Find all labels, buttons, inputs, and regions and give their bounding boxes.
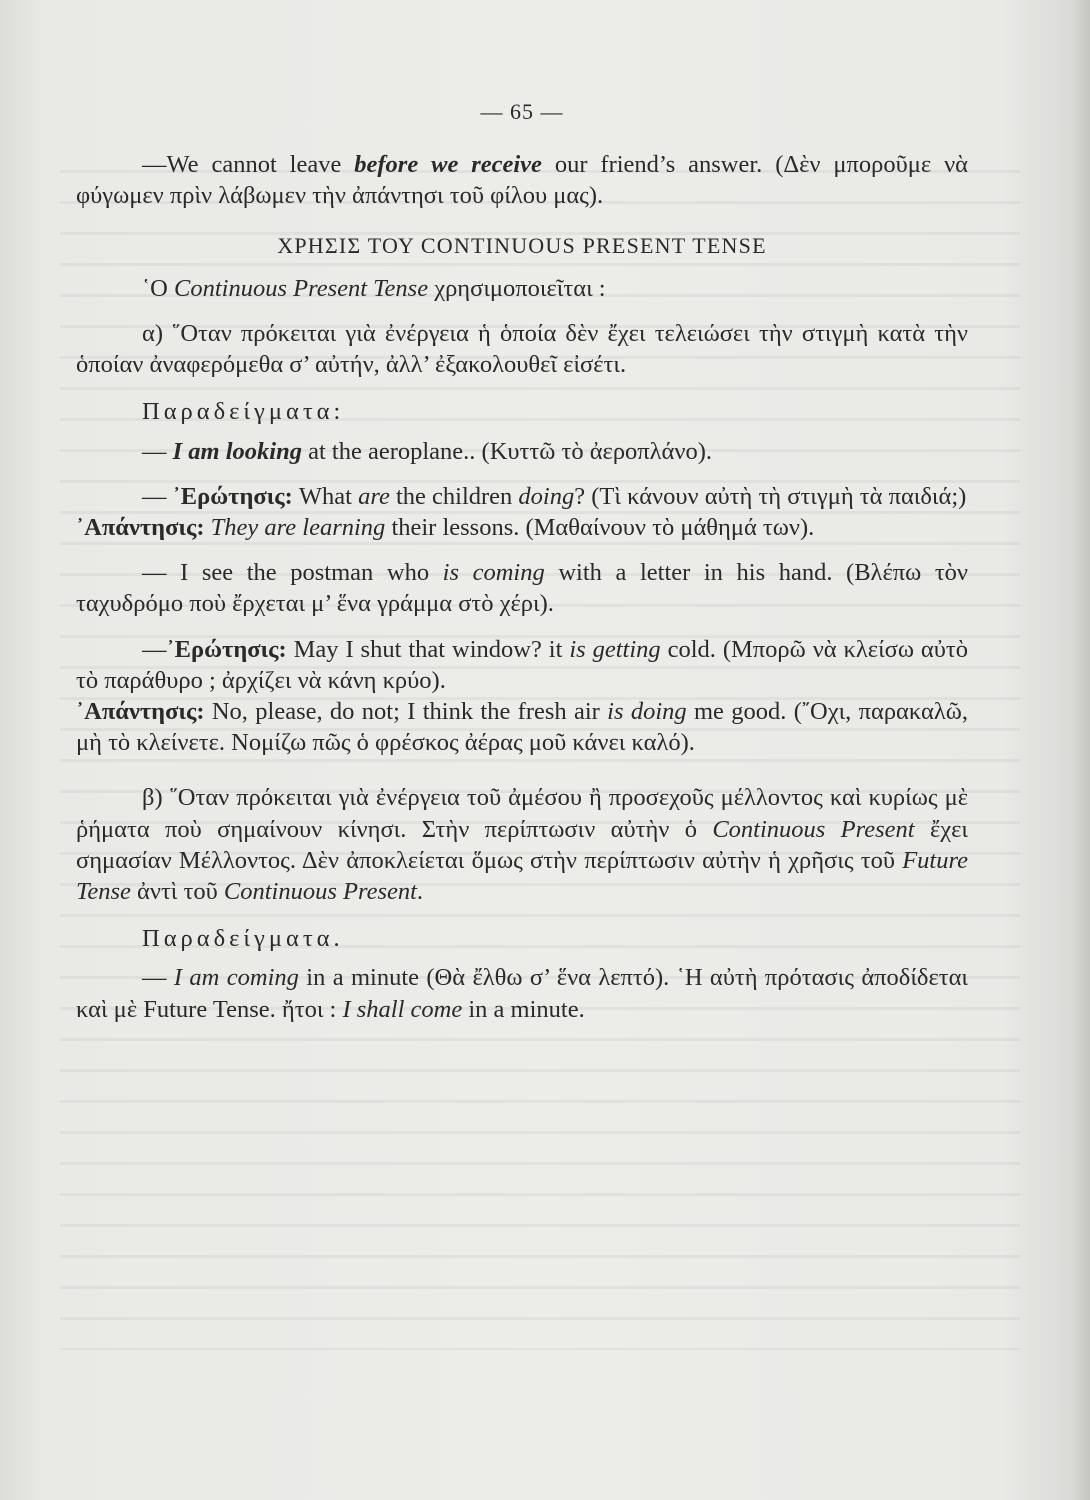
label-bold: ᾽Ερώτησις: [172, 482, 293, 510]
text-run: May I shut that window? it [286, 635, 570, 663]
text-run: the children [389, 482, 519, 510]
emphasis: is doing [607, 698, 687, 726]
text-run: in a minute (Θὰ ἔλθω σ’ ἕνα λεπτό). ῾Η αὐτὴ πρότασις ἀποδίδεται καὶ μὲ Future Tense. ἤτοι : [76, 964, 969, 1023]
text-run: — [142, 482, 173, 510]
page-text [76, 96, 968, 1025]
page-edge-shadow [1070, 0, 1090, 1500]
emphasis: before we receive [354, 151, 542, 179]
example-answer-window [76, 696, 968, 758]
text-run: in a minute. [462, 995, 585, 1023]
text-run: their lessons. (Μαθαίνουν τὸ μάθημά των). [385, 514, 815, 542]
emphasis: Continuous Present [712, 815, 915, 843]
example-answer-children [76, 512, 968, 543]
example-sentence-before [76, 149, 968, 211]
text-run: — [142, 964, 174, 992]
text-run: me good. (῎Οχι, παρακαλῶ, μὴ τὸ κλείνετε. Νομίζω πῶς ὁ φρέσκος ἀέρας μοῦ κάνει καλό). [76, 698, 968, 757]
label-bold: ᾽Απάντησις: [76, 514, 205, 542]
text-run: ῾Ο [142, 274, 174, 302]
emphasis: Continuous Present Tense [173, 274, 429, 302]
text-run: No, please, do not; I think the fresh air [204, 698, 608, 726]
emphasis: I am looking [172, 437, 302, 465]
text-run: with a letter in his hand. (Βλέπω τὸν ταχυδρόμο ποὺ ἔρχεται μ’ ἕνα γράμμα στὸ χέρι). [76, 559, 968, 618]
example-question-children [76, 481, 968, 512]
text-run: — [142, 635, 167, 663]
examples-heading-1: Παραδείγματα: [142, 398, 345, 426]
text-run: ἔχει σημασίαν Μέλλοντος. Δὲν ἀποκλείεται ὅμως στὴν περίπτωσιν αὐτὴν ἡ χρῆσις τοῦ [76, 815, 969, 874]
example-postman [76, 557, 968, 619]
emphasis: Future Tense [76, 846, 968, 906]
text-run: cold. (Μπορῶ νὰ κλείσω αὐτὸ τὸ παράθυρο ; ἀρχίζει νὰ κάνη κρύο). [76, 635, 968, 694]
emphasis: doing [518, 482, 575, 510]
emphasis: are [358, 482, 390, 510]
emphasis: I shall come [342, 995, 463, 1023]
example-looking [76, 436, 968, 467]
emphasis: I am coming [173, 964, 299, 992]
example-coming [76, 962, 968, 1024]
page-number: — 65 — [480, 99, 564, 124]
text-run: . [416, 878, 424, 906]
emphasis: Continuous Present [223, 878, 417, 906]
examples-heading-2: Παραδείγματα. [142, 925, 344, 953]
intro-line [76, 273, 968, 304]
text-run: — [142, 437, 173, 465]
emphasis: is getting [569, 635, 661, 663]
rule-b [76, 782, 968, 907]
example-question-window [76, 634, 968, 696]
text-run: What [292, 482, 359, 510]
label-bold: ᾽Ερώτησις: [166, 635, 287, 663]
rule-a: α) ῞Οταν πρόκειται γιὰ ἐνέργεια ἡ ὁποία δὲν ἔχει τελειώσει τὴν στιγμὴ κατὰ τὴν ὁποίαν ἀναφερόμεθα σ’ αὐτήν, ἀλλ’ ἐξακολουθεῖ εἰσέτι. [76, 320, 968, 379]
emphasis: is coming [442, 559, 545, 587]
text-run: ? (Τὶ κάνουν αὐτὴ τὴ στιγμὴ τὰ παιδιά;) [574, 482, 967, 510]
text-run: χρησιμοποιεῖται : [428, 274, 606, 302]
text-run: — I see the postman who [142, 559, 443, 587]
text-run: ἀντὶ τοῦ [130, 878, 224, 906]
emphasis: They are learning [210, 514, 386, 542]
text-run: β) ῞Οταν πρόκειται γιὰ ἐνέργεια τοῦ ἀμέσου ἢ προσεχοῦς μέλλοντος καὶ κυρίως μὲ ῥήματα ποὺ σημαίνουν κίνησι. Στὴν περίπτωσιν αὐτὴν ὁ [76, 784, 968, 843]
label-bold: ᾽Απάντησις: [76, 698, 205, 726]
section-heading: ΧΡΗΣΙΣ ΤΟΥ CONTINUOUS PRESENT TENSE [277, 232, 767, 258]
text-run: at the aeroplane.. (Κυττῶ τὸ ἀεροπλάνο). [301, 437, 712, 465]
text-run: —We cannot leave [142, 151, 355, 179]
text-run: our friend’s answer. (Δὲν μποροῦμε νὰ φύγωμεν πρὶν λάβωμεν τὴν ἀπάντησι τοῦ φίλου μας). [76, 151, 969, 210]
